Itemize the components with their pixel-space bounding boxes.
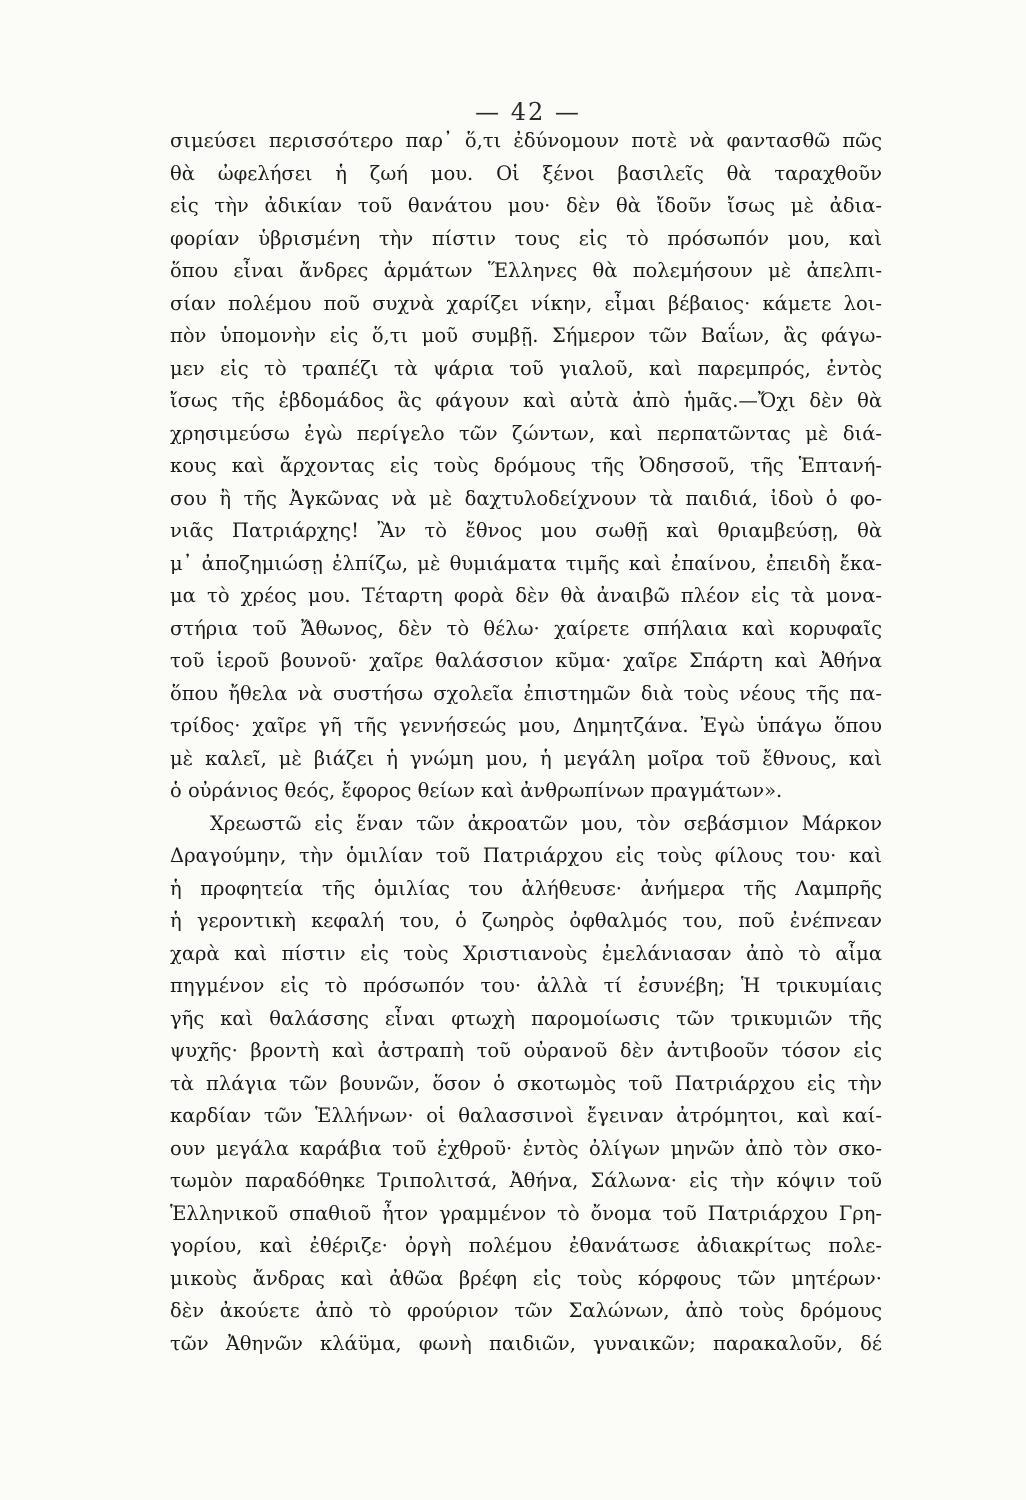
text-line: τοῦ ἱεροῦ βουνοῦ· χαῖρε θαλάσσιον κῦμα· χαῖρε Σπάρτη καὶ Ἀθήνα (170, 649, 882, 672)
text-line: πηγμένον εἰς τὸ πρόσωπόν του· ἀλλὰ τί ἐσυνέβη; Ἡ τρικυμίαις (170, 974, 882, 997)
text-line: γορίου, καὶ ἐθέριζε· ὀργὴ πολέμου ἐθανάτωσε ἀδιακρίτως πολε- (170, 1234, 882, 1257)
page-number: — 42 — (475, 98, 581, 126)
text-line: χαρὰ καὶ πίστιν εἰς τοὺς Χριστιανοὺς ἐμελάνιασαν ἀπὸ τὸ αἷμα (170, 941, 882, 965)
text-line: κους καὶ ἄρχοντας εἰς τοὺς δρόμους τῆς Ὀδησσοῦ, τῆς Ἑπτανή- (170, 454, 882, 477)
text-line: Ἑλληνικοῦ σπαθιοῦ ἦτον γραμμένον τὸ ὄνομα τοῦ Πατριάρχου Γρη- (170, 1201, 882, 1225)
text-line: σιμεύσει περισσότερο παρ᾽ ὅ,τι ἐδύνομουν ποτὲ νὰ φαντασθῶ πῶς (170, 129, 882, 152)
text-line: μικοὺς ἄνδρας καὶ ἀθῶα βρέφη εἰς τοὺς κόρφους τῶν μητέρων· (170, 1266, 882, 1290)
text-line: ἴσως τῆς ἑβδομάδος ἂς φάγουν καὶ αὐτὰ ἀπὸ ἡμᾶς.—Ὄχι δὲν θὰ (170, 389, 882, 412)
text-line: δὲν ἀκούετε ἀπὸ τὸ φρούριον τῶν Σαλώνων, ἀπὸ τοὺς δρόμους (170, 1299, 882, 1322)
text-line: σου ἢ τῆς Ἀγκῶνας νὰ μὲ δαχτυλοδείχνουν τὰ παιδιά, ἰδοὺ ὁ φο- (170, 486, 882, 510)
text-line: ψυχῆς· βροντὴ καὶ ἀστραπὴ τοῦ οὐρανοῦ δὲν ἀντιβοοῦν τόσον εἰς (170, 1039, 882, 1062)
text-line: ὅπου εἶναι ἄνδρες ἁρμάτων Ἕλληνες θὰ πολεμήσουν μὲ ἀπελπι- (170, 259, 882, 282)
text-line: ἡ γεροντικὴ κεφαλή του, ὁ ζωηρὸς ὀφθαλμός του, ποῦ ἐνέπνεαν (170, 909, 882, 932)
text-line: ουν μεγάλα καράβια τοῦ ἐχθροῦ· ἐντὸς ὀλίγων μηνῶν ἀπὸ τὸν σκο- (170, 1136, 882, 1160)
text-line: ὁ οὐράνιος θεός, ἔφορος θείων καὶ ἀνθρωπίνων πραγμάτων». (170, 779, 783, 802)
text-line: μα τὸ χρέος μου. Τέταρτη φορὰ δὲν θὰ ἀναιβῶ πλέον εἰς τὰ μονα- (170, 584, 882, 607)
text-line: πὸν ὑπομονὴν εἰς ὅ,τι μοῦ συμβῇ. Σήμερον τῶν Βαΐων, ἂς φάγω- (170, 324, 882, 347)
text-line: καρδίαν τῶν Ἑλλήνων· οἱ θαλασσινοὶ ἔγειναν ἀτρόμητοι, καὶ καί- (170, 1104, 882, 1127)
text-line: μ᾽ ἀποζημιώσῃ ἐλπίζω, μὲ θυμιάματα τιμῆς καὶ ἐπαίνου, ἐπειδὴ ἔκα- (170, 551, 882, 575)
text-line: Δραγούμην, τὴν ὁμιλίαν τοῦ Πατριάρχου εἰς τοὺς φίλους του· καὶ (170, 844, 882, 867)
text-line: μὲ καλεῖ, μὲ βιάζει ἡ γνώμη μου, ἡ μεγάλη μοῖρα τοῦ ἔθνους, καὶ (170, 746, 882, 770)
text-line: θὰ ὠφελήσει ἡ ζωή μου. Οἱ ξένοι βασιλεῖς θὰ ταραχθοῦν (170, 161, 882, 185)
text-line: φορίαν ὑβρισμένη τὴν πίστιν τους εἰς τὸ πρόσωπόν μου, καὶ (170, 226, 882, 250)
text-line: ὅπου ἤθελα νὰ συστήσω σχολεῖα ἐπιστημῶν διὰ τοὺς νέους τῆς πα- (170, 681, 882, 705)
page-text-body (170, 125, 882, 1360)
text-line: Χρεωστῶ εἰς ἕναν τῶν ἀκροατῶν μου, τὸν σεβάσμιον Μάρκον (210, 811, 882, 835)
text-line: χρησιμεύσω ἐγὼ περίγελο τῶν ζώντων, καὶ περπατῶντας μὲ διά- (170, 421, 882, 445)
text-line: τωμὸν παραδόθηκε Τριπολιτσά, Ἀθήνα, Σάλωνα· εἰς τὴν κόψιν τοῦ (170, 1169, 882, 1192)
text-line: γῆς καὶ θαλάσσης εἶναι φτωχὴ παρομοίωσις τῶν τρικυμιῶν τῆς (170, 1006, 882, 1030)
text-line: τὰ πλάγια τῶν βουνῶν, ὅσον ὁ σκοτωμὸς τοῦ Πατριάρχου εἰς τὴν (170, 1071, 882, 1095)
text-line: εἰς τὴν ἀδικίαν τοῦ θανάτου μου· δὲν θὰ ἴδοῦν ἴσως μὲ ἀδια- (170, 194, 882, 217)
text-line: νιᾶς Πατριάρχης! Ἂν τὸ ἔθνος μου σωθῇ καὶ θριαμβεύσῃ, θὰ (170, 519, 882, 542)
text-line: σίαν πολέμου ποῦ συχνὰ χαρίζει νίκην, εἶμαι βέβαιος· κάμετε λοι- (170, 291, 882, 315)
text-line: τρίδος· χαῖρε γῆ τῆς γεννήσεώς μου, Δημητζάνα. Ἐγὼ ὑπάγω ὅπου (170, 714, 882, 737)
text-line: μεν εἰς τὸ τραπέζι τὰ ψάρια τοῦ γιαλοῦ, καὶ παρεμπρός, ἐντὸς (170, 356, 882, 380)
text-line: στήρια τοῦ Ἄθωνος, δὲν τὸ θέλω· χαίρετε σπήλαια καὶ κορυφαῖς (170, 616, 882, 640)
text-line: ἡ προφητεία τῆς ὁμιλίας του ἀλήθευσε· ἀνήμερα τῆς Λαμπρῆς (170, 876, 882, 900)
text-line: τῶν Ἀθηνῶν κλάϋμα, φωνὴ παιδιῶν, γυναικῶν; παρακαλοῦν, δέ (170, 1331, 882, 1355)
